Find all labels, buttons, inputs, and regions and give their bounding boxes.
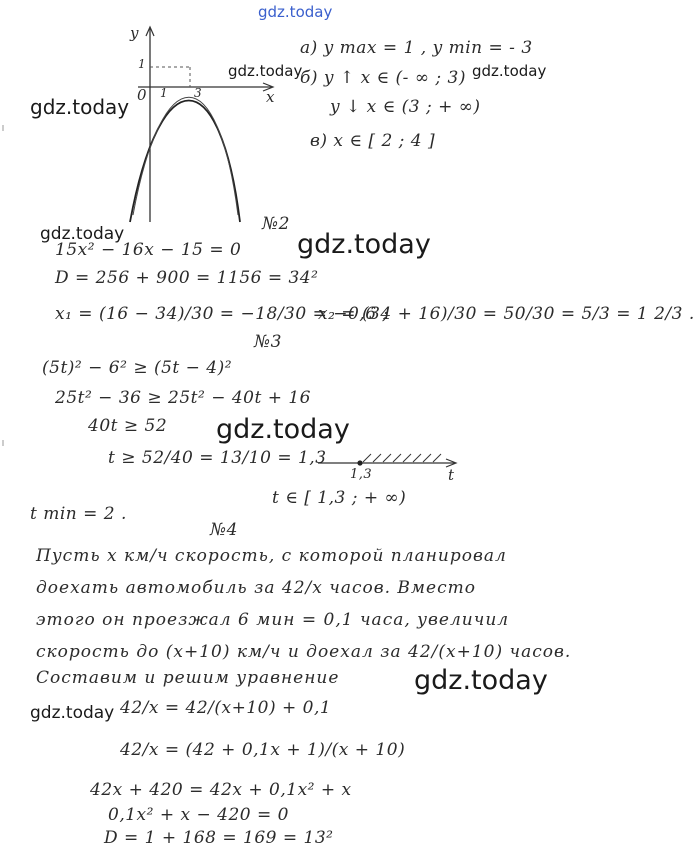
p1-part-a: а) y max = 1 , y min = - 3 [300, 38, 533, 58]
p2-root-x1: x₁ = (16 − 34)/30 = −18/30 = −0,6 ; [55, 304, 389, 324]
watermark: gdz.today [30, 703, 115, 723]
p4-text-line3: этого он проезжал 6 мин = 0,1 часа, увеличил [36, 610, 510, 630]
p3-line3: 40t ≥ 52 [88, 416, 168, 436]
p4-equation4: 0,1x² + x − 420 = 0 [108, 805, 289, 825]
p1-part-c: в) x ∈ [ 2 ; 4 ] [310, 131, 436, 151]
watermark: gdz.today [258, 3, 333, 21]
p1-part-b2: y ↓ x ∈ (3 ; + ∞) [330, 97, 481, 117]
watermark: gdz.today [297, 229, 431, 260]
watermark: gdz.today [40, 224, 125, 244]
p4-equation5: D = 1 + 168 = 169 = 13² [104, 828, 334, 848]
p4-equation1: 42/x = 42/(x+10) + 0,1 [120, 698, 332, 718]
watermark: gdz.today [472, 62, 547, 80]
number-line-var-label: t [448, 466, 455, 484]
graph-parabola [130, 101, 240, 223]
watermark: gdz.today [414, 665, 548, 696]
watermark: gdz.today [228, 62, 303, 80]
p3-answer: t ∈ [ 1,3 ; + ∞) [272, 488, 407, 508]
p4-text-line2: доехать автомобиль за 42/x часов. Вместо [36, 578, 476, 598]
p4-text-line4: скорость до (x+10) км/ч и доехал за 42/(x+10) часов. [36, 642, 572, 662]
watermark: gdz.today [216, 414, 350, 445]
p2-root-x2: x₂ = (34 + 16)/30 = 50/30 = 5/3 = 1 2/3 . [318, 304, 695, 324]
graph-tick-x1: 1 [160, 86, 169, 100]
watermark: gdz.today [30, 95, 130, 119]
number-line-point-label: 1,3 [350, 467, 373, 482]
graph-parabola-stroke2 [133, 97, 238, 215]
number-line-point [357, 460, 362, 465]
p2-equation: 15x² − 16x − 15 = 0 [55, 240, 242, 260]
p4-text-line5: Составим и решим уравнение [36, 668, 340, 688]
graph-x-label: x [266, 88, 275, 106]
graph-y-label: y [130, 24, 139, 42]
p2-discriminant: D = 256 + 900 = 1156 = 34² [55, 268, 319, 288]
p4-number: №4 [210, 520, 238, 540]
number-line-hatching [363, 454, 441, 462]
p4-text-line1: Пусть x км/ч скорость, с которой планировал [36, 546, 507, 566]
graph-tick-x3: 3 [194, 86, 203, 100]
p3-number: №3 [254, 332, 282, 352]
p1-part-b1: б) y ↑ x ∈ (- ∞ ; 3) [300, 68, 466, 88]
graph-tick-y1: 1 [138, 57, 147, 71]
p3-line2: 25t² − 36 ≥ 25t² − 40t + 16 [55, 388, 311, 408]
p2-number: №2 [262, 214, 290, 234]
p4-equation3: 42x + 420 = 42x + 0,1x² + x [90, 780, 352, 800]
p3-line1: (5t)² − 6² ≥ (5t − 4)² [42, 358, 233, 378]
p4-equation2: 42/x = (42 + 0,1x + 1)/(x + 10) [120, 740, 406, 760]
p3-line4: t ≥ 52/40 = 13/10 = 1,3 [108, 448, 327, 468]
graph-origin-label: 0 [137, 86, 148, 104]
p3-tmin: t min = 2 . [30, 504, 127, 524]
